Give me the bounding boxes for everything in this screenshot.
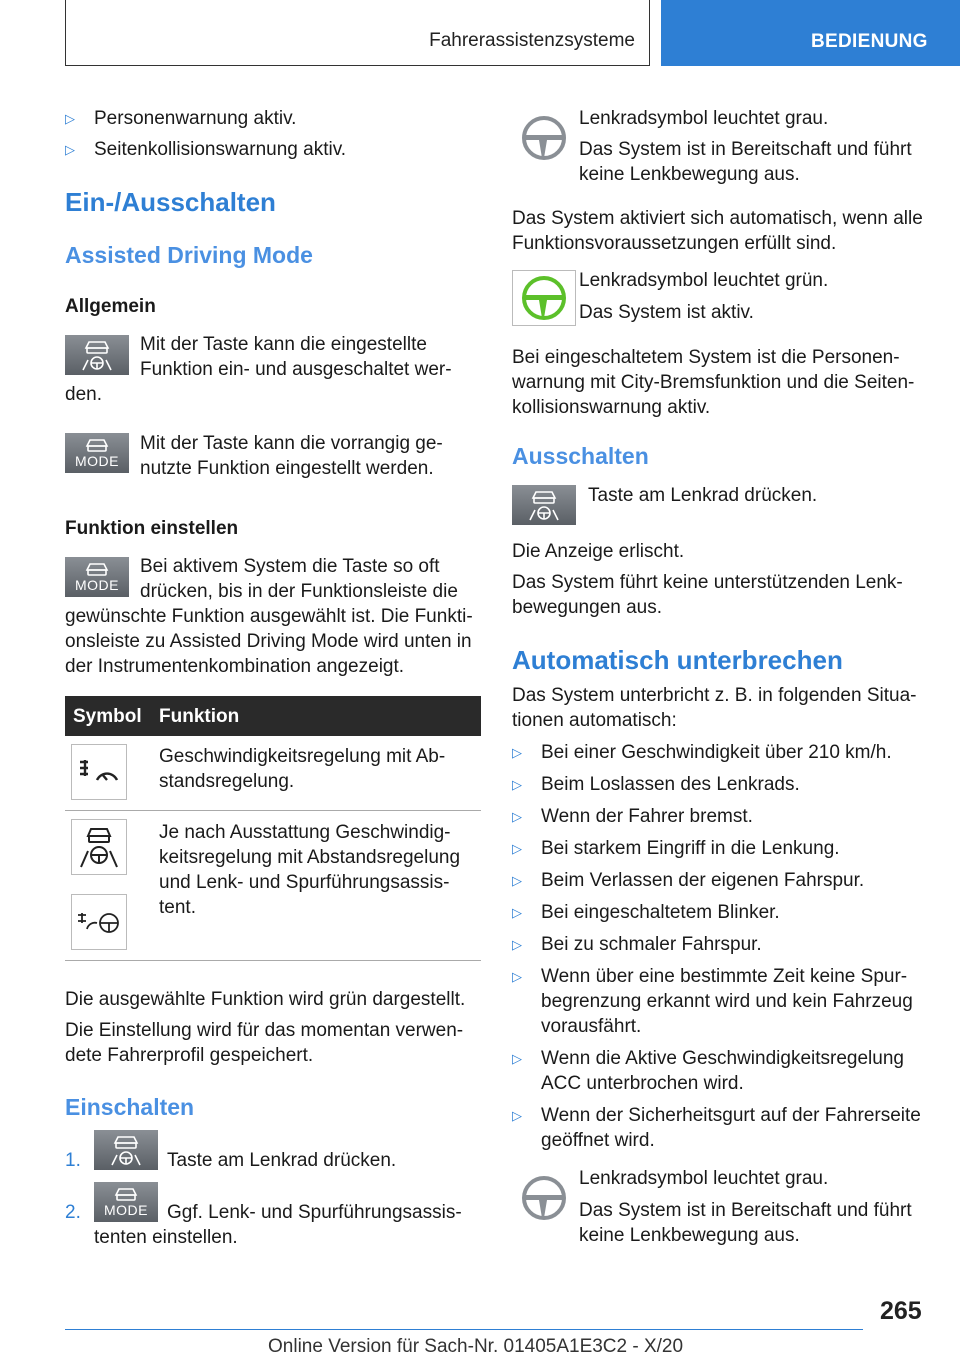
triangle-bullet-icon: ▷ — [512, 1051, 522, 1066]
chapter-tab[interactable] — [661, 0, 960, 66]
steering-wheel-green-icon — [512, 270, 576, 326]
cruise-control-distance-icon — [71, 744, 127, 800]
mode-button-icon: MODE — [94, 1182, 158, 1222]
heading-on-off: Ein-/Ausschalten — [65, 187, 276, 217]
triangle-bullet-icon: ▷ — [512, 841, 522, 856]
table-divider — [65, 810, 481, 811]
steering-assist-button-icon — [94, 1130, 158, 1170]
triangle-bullet-icon: ▷ — [512, 777, 522, 792]
steering-assist-button-icon — [512, 485, 576, 525]
chapter-tab-label: BEDIENUNG — [811, 31, 928, 52]
steering-assist-button-icon — [65, 335, 129, 375]
heading-switch-on: Einschalten — [65, 1094, 195, 1120]
triangle-bullet-icon: ▷ — [512, 809, 522, 824]
function-table-header — [65, 696, 481, 736]
triangle-bullet-icon: ▷ — [512, 1108, 522, 1123]
footer-online-version: Online Version für Sach-Nr. 01405A1E3C2 - X/20 — [268, 1336, 684, 1357]
heading-set-function: Funktion einstellen — [65, 518, 239, 539]
cruise-steering-icon — [71, 894, 127, 950]
col-function: Funktion — [159, 706, 240, 727]
heading-auto-interrupt: Automatisch unterbrechen — [512, 645, 843, 675]
mode-button-icon: MODE — [65, 557, 129, 597]
header-frame — [65, 0, 650, 66]
triangle-bullet-icon: ▷ — [512, 873, 522, 888]
triangle-bullet-icon: ▷ — [65, 111, 75, 126]
mode-button-icon: MODE — [65, 433, 129, 473]
triangle-bullet-icon: ▷ — [512, 905, 522, 920]
steering-wheel-grey-icon — [512, 1170, 576, 1226]
triangle-bullet-icon: ▷ — [512, 745, 522, 760]
triangle-bullet-icon: ▷ — [512, 969, 522, 984]
col-symbol: Symbol — [73, 706, 142, 727]
steering-wheel-grey-icon — [512, 110, 576, 166]
table-divider — [65, 960, 481, 961]
section-title: Fahrerassistenzsysteme — [429, 30, 635, 51]
heading-assisted-driving-mode: Assisted Driving Mode — [65, 242, 313, 268]
heading-switch-off: Ausschalten — [512, 443, 649, 469]
triangle-bullet-icon: ▷ — [65, 142, 75, 157]
footer-divider — [65, 1329, 863, 1330]
steering-assist-icon — [71, 819, 127, 875]
triangle-bullet-icon: ▷ — [512, 937, 522, 952]
heading-general: Allgemein — [65, 296, 156, 317]
page-number: 265 — [880, 1297, 922, 1325]
